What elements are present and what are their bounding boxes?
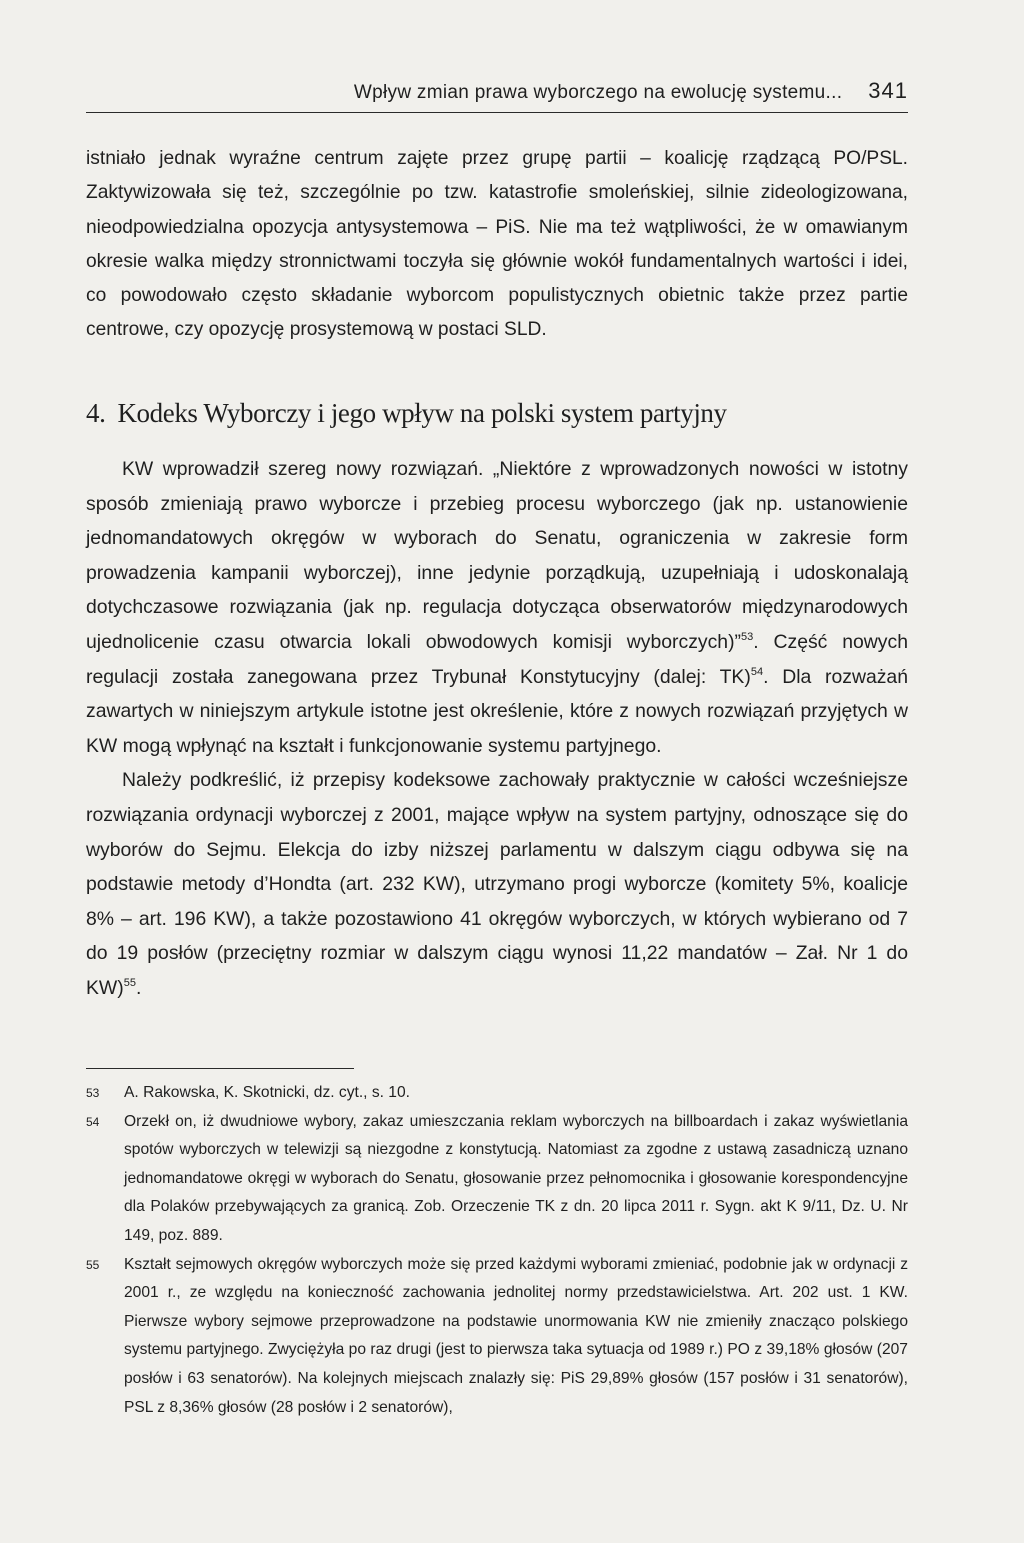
running-header bbox=[86, 78, 908, 113]
paragraph-text: Należy podkreślić, iż przepisy kodeksowe zachowały praktycznie w całości wcześniejsze rozwiązania ordynacji wyborczej z 2001, mające wpływ na system partyjny, odnoszące się do wyborów do Sejmu. Elekcja do izby niższej parlamentu w dalszym ciągu odbywa się na podstawie metody d’Hondta (art. 232 KW), utrzymano progi wyborcze (komitety 5%, koalicje 8% – art. 196 KW), a także pozostawiono 41 okręgów wyborczych, w których wybierano od 7 do 19 posłów (przeciętny rozmiar w dalszym ciągu wynosi 11,22 mandatów – Zał. Nr 1 do KW) bbox=[86, 769, 908, 999]
page-number: 341 bbox=[868, 78, 908, 103]
footnotes bbox=[86, 1079, 908, 1422]
footnote-ref-55[interactable]: 55 bbox=[123, 976, 136, 989]
footnote-text: Kształt sejmowych okręgów wyborczych może się przed każdymi wyborami zmieniać, podobnie jak w ordynacji z 2001 r., ze względu na konieczność zachowania jednolitej normy przedstawicielstwa. Art. 202 ust. 1 KW. Pierwsze wybory sejmowe przeprowadzone na podstawie unormowania KW nie zmieniły znacząco polskiego systemu partyjnego. Zwyciężyła po raz drugi (jest to pierwsza taka sytuacja od 1989 r.) PO z 39,18% głosów (207 posłów i 63 senatorów). Na kolejnych miejscach znalazły się: PiS 29,89% głosów (157 posłów i 31 senatorów), PSL z 8,36% głosów (28 posłów i 2 senatorów), bbox=[124, 1255, 908, 1416]
section-heading-text bbox=[86, 398, 727, 429]
intro-paragraph: istniało jednak wyraźne centrum zajęte przez grupę partii – koalicję rządzącą PO/PSL. Zaktywizowała się też, szczególnie po tzw. katastrofie smoleńskiej, silnie zideologizowana, nieodpowiedzialna opozycja antysystemowa – PiS. Nie ma też wątpliwości, że w omawianym okresie walka między stronnictwami toczyła się głównie wokół fundamentalnych wartości i idei, co powodowało często składanie wyborcom populistycznych obietnic także przez partie centrowe, czy opozycję prosystemową w postaci SLD. bbox=[86, 148, 908, 341]
section-number: 4. bbox=[86, 398, 106, 428]
footnote-number: 54 bbox=[86, 1114, 100, 1129]
paragraph-end: . bbox=[135, 976, 142, 999]
running-title: Wpływ zmian prawa wyborczego na ewolucję systemu... bbox=[353, 82, 843, 103]
paragraph-text: . Część nowych regulacji została zanegowana przez Trybunał Konstytucyjny (dalej: TK) bbox=[86, 630, 908, 688]
section-body bbox=[86, 452, 908, 1006]
section-title: Kodeks Wyborczy i jego wpływ na polski system partyjny bbox=[117, 398, 727, 428]
footnote-number: 53 bbox=[86, 1086, 100, 1100]
footnote-number: 55 bbox=[86, 1257, 100, 1272]
footnote-divider bbox=[86, 1068, 354, 1069]
paragraph-text: . Dla rozważań zawartych w niniejszym artykule istotne jest określenie, które z nowych rozwiązań przyjętych w KW mogą wpłynąć na kształt i funkcjonowanie systemu partyjnego. bbox=[86, 665, 909, 757]
footnote-54 bbox=[86, 1108, 908, 1251]
section-paragraph-2 bbox=[86, 763, 908, 1005]
section-heading bbox=[86, 398, 727, 429]
footnote-ref-53[interactable]: 53 bbox=[741, 630, 754, 643]
footnote-text: A. Rakowska, K. Skotnicki, dz. cyt., s. 10. bbox=[124, 1084, 410, 1101]
paragraph-text: KW wprowadził szereg nowy rozwiązań. „Niektóre z wprowadzonych nowości w istotny sposób zmieniają prawo wyborcze i przebieg procesu wyborczego (jak np. ustanowienie jednomandatowych okręgów w wyborach do Senatu, ograniczenia w zakresie form prowadzenia kampanii wyborczej), inne jedynie porządkują, uzupełniają i udoskonalają dotychczasowe rozwiązania (jak np. regulacja dotycząca obserwatorów międzynarodowych ujednolicenie czasu otwarcia lokali obwodowych komisji wyborczych)” bbox=[86, 458, 908, 653]
section-paragraph-1 bbox=[86, 452, 908, 763]
intro-text bbox=[86, 142, 908, 348]
footnote-text: Orzekł on, iż dwudniowe wybory, zakaz umieszczania reklam wyborczych na billboardach i zakaz wyświetlania spotów wyborczych w telewizji są niezgodne z konstytucją. Natomiast za zgodne z ustawą zasadniczą uznano jednomandatowe okręgi w wyborach do Senatu, głosowanie przez pełnomocnika i głosowanie korespondencyjne dla Polaków przebywających za granicą. Zob. Orzeczenie TK z dn. 20 lipca 2011 r. Sygn. akt K 9/11, Dz. U. Nr 149, poz. 889. bbox=[124, 1112, 908, 1244]
footnote-ref-54[interactable]: 54 bbox=[750, 665, 764, 678]
footnote-55 bbox=[86, 1251, 908, 1423]
footnote-53 bbox=[86, 1079, 908, 1108]
